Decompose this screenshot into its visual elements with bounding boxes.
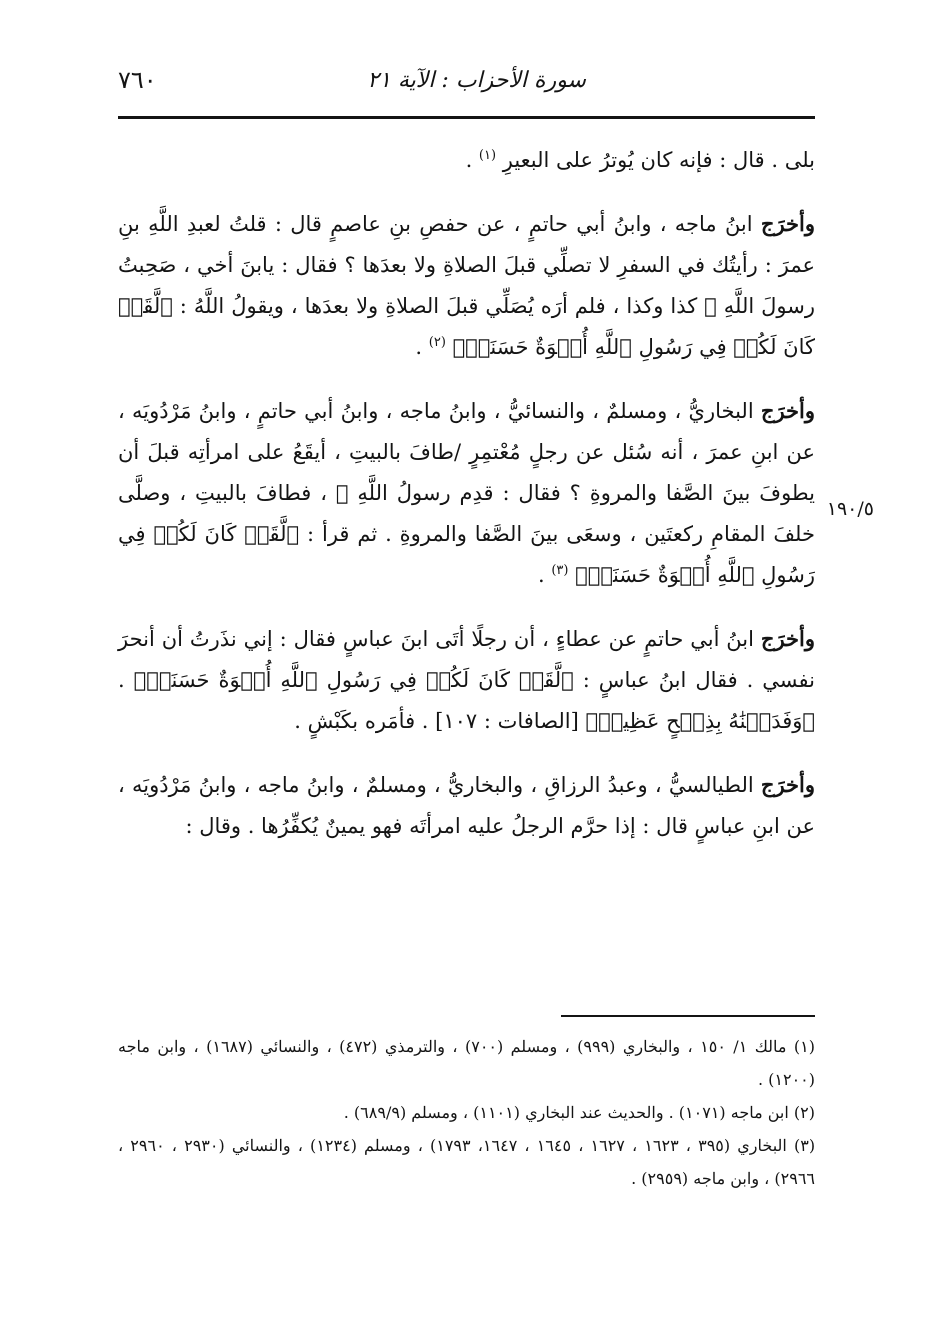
footnote-1: (١) مالك ١/ ١٥٠ ، والبخاري (٩٩٩) ، ومسلم (٧٠٠) ، والترمذي (٤٧٢) ، والنسائي (١٦٨٧) ، وابن ماجه (١٢٠٠) .	[118, 1037, 815, 1089]
paragraph-3	[118, 390, 815, 596]
paragraph-lead-word: وأخرَج	[760, 398, 815, 423]
footnote-2: (٢) ابن ماجه (١٠٧١) . والحديث عند البخاري (١١٠١) ، ومسلم (٦٨٩/٩) .	[343, 1103, 815, 1122]
paragraph-text: ابنُ ماجه ، وابنُ أبي حاتمٍ ، عن حفصِ بنِ عاصمٍ قال : قلتُ لعبدِ اللَّهِ بنِ عمرَ : رأيتُك في السفرِ لا تصلِّي قبلَ الصلاةِ ولا بعدَها ؟ فقال : يابنَ أخي ، صَحِبتُ رسولَ اللَّهِ ﷺ كذا وكذا ، فلم أرَه يُصَلِّي قبلَ الصلاةِ ولا بعدَها ، ويقولُ اللَّهُ :	[118, 212, 815, 318]
paragraph-text: البخاريُّ ، ومسلمٌ ، والنسائيُّ ، وابنُ ماجه ، وابنُ أبي حاتمٍ ، وابنُ مَرْدُويَه ، عن ابنِ عمرَ ، أنه سُئل عن رجلٍ مُعْتمِرٍ /طافَ بالبيتِ ، أيقَعُ على امرأتِه قبلَ أن يطوفَ بينَ الصَّفا والمروةِ ؟ فقال : قدِم رسولُ اللَّهِ ﷺ ، فطافَ بالبيتِ ، وصلَّى خلفَ المقامِ ركعتَين ، وسعَى بينَ الصَّفا والمروةِ . ثم قرأ :	[118, 399, 815, 546]
paragraph-end: .	[415, 335, 429, 359]
quran-verse: ﴿وَفَدَيۡنَٰهُ بِذِبۡحٍ عَظِيمٖ﴾	[585, 709, 815, 733]
paragraph-end: . فأمَره بكَبْشٍ .	[294, 709, 429, 733]
paragraph-text: بلى . قال : فإنه كان يُوترُ على البعيرِ	[502, 148, 815, 172]
footnote-marker-3: (٣)	[551, 563, 569, 578]
paragraph-5	[118, 764, 815, 847]
paragraph-4	[118, 618, 815, 742]
quran-verse: ﴿لَّقَدۡ كَانَ لَكُمۡ فِي رَسُولِ ٱللَّهِ أُسۡوَةٌ حَسَنَةٞ﴾	[118, 522, 815, 587]
footnote-marker-2: (٢)	[428, 335, 446, 350]
paragraph-end: .	[537, 563, 552, 587]
footnotes	[118, 1030, 815, 1195]
paragraph-lead-word: وأخرَج	[760, 211, 815, 236]
paragraph-text: ابنُ أبي حاتمٍ عن عطاءٍ ، أن رجلًا أتَى ابنَ عباسٍ فقال : إني نذَرتُ أن أنحرَ نفسي . فقال ابنُ عباسٍ :	[118, 627, 816, 692]
margin-volume-page-reference: ١٩٠/٥	[826, 498, 874, 520]
verse-citation: [الصافات : ١٠٧]	[428, 709, 586, 733]
paragraph-lead-word: وأخرَج	[760, 772, 815, 797]
footnote-rule	[561, 1015, 815, 1017]
page-number: ٧٦٠	[118, 66, 157, 94]
paragraph-end: .	[465, 148, 479, 172]
paragraph-lead-word: وأخرَج	[760, 626, 815, 651]
body-text	[118, 140, 815, 847]
quran-verse: ﴿لَّقَدۡ كَانَ لَكُمۡ فِي رَسُولِ ٱللَّهِ أُسۡوَةٌ حَسَنَةٞ﴾	[118, 294, 815, 359]
footnote-marker-1: (١)	[478, 148, 497, 163]
quran-verse: ﴿لَّقَدۡ كَانَ لَكُمۡ فِي رَسُولِ ٱللَّهِ أُسۡوَةٌ حَسَنَةٞ﴾	[133, 668, 574, 692]
paragraph-1	[118, 140, 815, 181]
paragraph-2	[118, 203, 815, 368]
page-header	[118, 58, 814, 102]
running-title: سورة الأحزاب : الآية ٢١	[367, 68, 586, 93]
header-rule	[118, 116, 815, 119]
footnote-3: (٣) البخاري (٣٩٥ ، ١٦٢٣ ، ١٦٢٧ ، ١٦٤٥ ، ١٦٤٧، ١٧٩٣) ، ومسلم (١٢٣٤) ، والنسائي (٢٩٣٠ ، ٢٩٦٠ ، ٢٩٦٦) ، وابن ماجه (٢٩٥٩) .	[118, 1136, 816, 1188]
paragraph-text: الطيالسيُّ ، وعبدُ الرزاقِ ، والبخاريُّ ، ومسلمٌ ، وابنُ ماجه ، وابنُ مَرْدُويَه ، عن ابنِ عباسٍ قال : إذا حرَّم الرجلُ عليه امرأتَه فهو يمينٌ يُكفِّرُها . وقال :	[118, 773, 815, 838]
paragraph-separator: .	[118, 668, 134, 692]
